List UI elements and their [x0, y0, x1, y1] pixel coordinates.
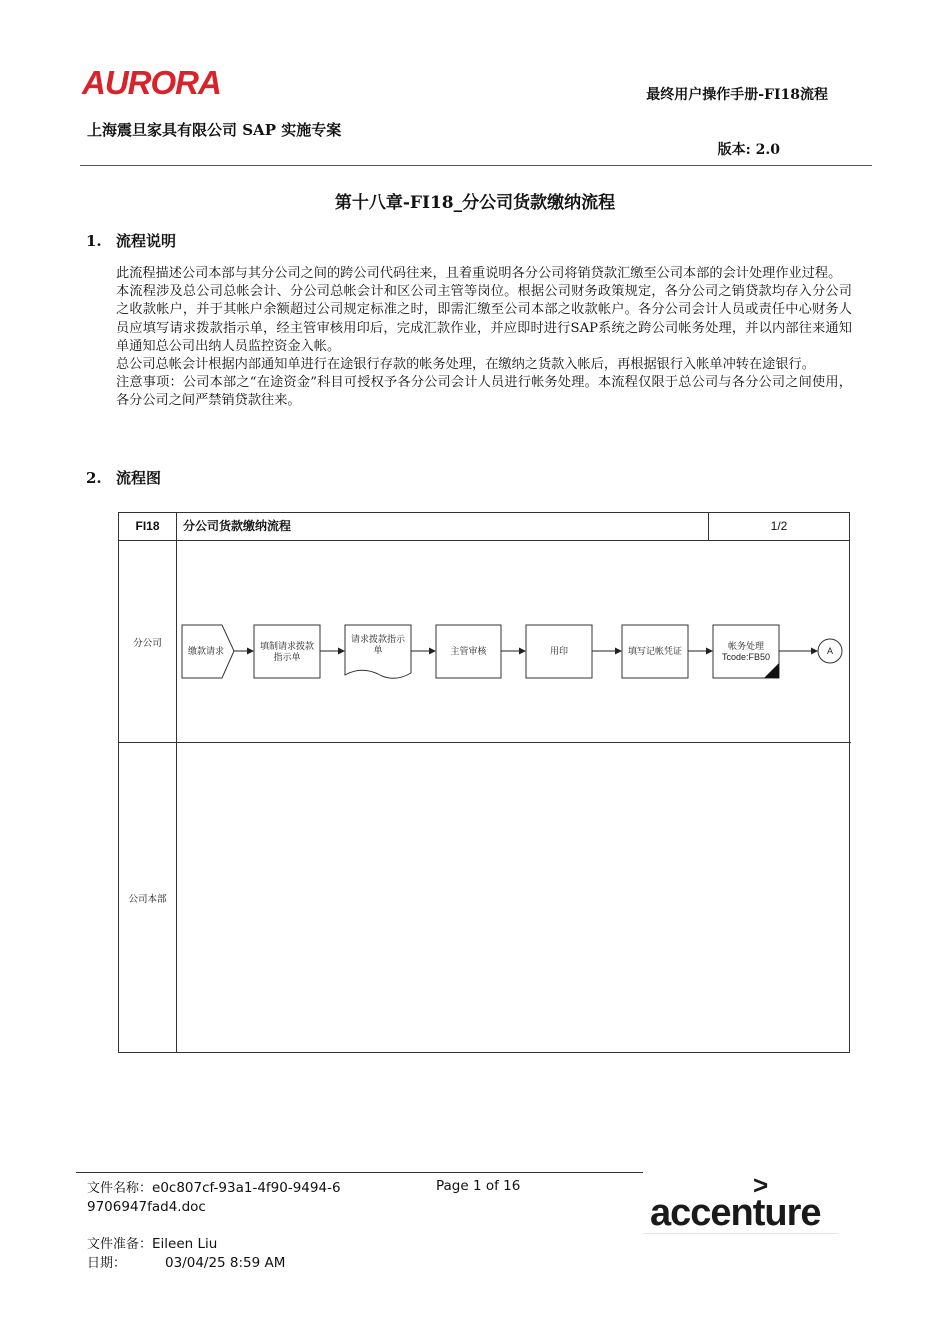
filename-value: e0c807cf-93a1-4f90-9494-69706947fad4.doc — [87, 1180, 341, 1215]
flowchart-code: FI18 — [119, 513, 177, 541]
node-stamp: 用印 — [549, 646, 568, 656]
section-title: 流程图 — [116, 469, 162, 487]
lane-label-branch: 分公司 — [133, 637, 162, 649]
section-title: 流程说明 — [116, 232, 177, 250]
flowchart — [118, 512, 850, 1053]
paragraph: 此流程描述公司本部与其分公司之间的跨公司代码往来，且着重说明各分公司将销贷款汇缴至公司本部的会计处理作业过程。 — [116, 266, 842, 281]
prepared-label: 文件准备： — [87, 1237, 153, 1252]
lane-label-headquarters: 公司本部 — [128, 894, 167, 905]
node-payment-request: 缴款请求 — [187, 646, 224, 656]
node-supervisor-review: 主管审核 — [450, 646, 487, 656]
chapter-title: 第十八章-FI18_分公司货款缴纳流程 — [334, 193, 616, 213]
company-project: 上海震旦家具有限公司 SAP 实施专案 — [87, 121, 342, 139]
logo-underline — [643, 1233, 838, 1234]
section-number: 2. — [86, 469, 102, 487]
node-request-document: 请求拨款指示单 — [350, 634, 405, 655]
paragraph: 总公司总帐会计根据内部通知单进行在途银行存款的帐务处理，在缴纳之货款入帐后，再根据银行入帐单冲转在途银行。 — [116, 357, 815, 373]
node-connector-a: A — [826, 645, 833, 656]
footer-prepared — [87, 1233, 217, 1252]
version-label: 版本: 2.0 — [717, 142, 780, 158]
footer-page: Page 1 of 16 — [436, 1178, 521, 1194]
date-label: 日期： — [87, 1256, 127, 1271]
footer-divider — [76, 1172, 643, 1173]
manual-title: 最终用户操作手册-FI18流程 — [646, 87, 828, 103]
accenture-logo: accenture — [650, 1192, 821, 1234]
accenture-chevron-icon: > — [753, 1170, 769, 1200]
section-heading-1 — [86, 230, 176, 251]
node-fill-request-form: 填制请求拨款指示单 — [259, 640, 314, 662]
footer-date — [87, 1252, 285, 1271]
flowchart-title: 分公司货款缴纳流程 — [177, 513, 709, 541]
date-value: 03/04/25 8:59 AM — [165, 1255, 286, 1271]
flow-shapes — [119, 513, 851, 1054]
section-1-body — [116, 265, 852, 411]
paragraph: 本流程涉及总公司总帐会计、分公司总帐会计和区公司主管等岗位。根据公司财务政策规定，各分公司之销贷款均存入分公司之收款帐户，并于其帐户余额超过公司规定标准之时，即需汇缴至公司本部之收款帐户。各分公司会计人员或责任中心财务人员应填写请求拨款指示单，经主管审核用印后，完成汇款作业，并应即时进行SAP系统之跨公司帐务处理，并以内部往来通知单通知总公司出纳人员监控资金入帐。 — [116, 284, 852, 354]
header-divider — [80, 165, 872, 166]
aurora-logo: AURORA — [82, 64, 221, 101]
node-accounting-fb50: 帐务处理 Tcode:FB50 — [721, 640, 771, 662]
prepared-value: Eileen Liu — [152, 1236, 218, 1252]
footer-filename — [87, 1179, 347, 1216]
node-fill-voucher: 填写记帐凭证 — [627, 646, 682, 656]
section-heading-2 — [86, 467, 161, 488]
section-number: 1. — [86, 232, 102, 250]
paragraph: 注意事项：公司本部之“在途资金”科目可授权予各分公司会计人员进行帐务处理。本流程仅限于总公司与各分公司之间使用，各分公司之间严禁销贷款往来。 — [116, 375, 852, 409]
flowchart-page: 1/2 — [709, 513, 849, 541]
filename-label: 文件名称： — [87, 1181, 153, 1196]
